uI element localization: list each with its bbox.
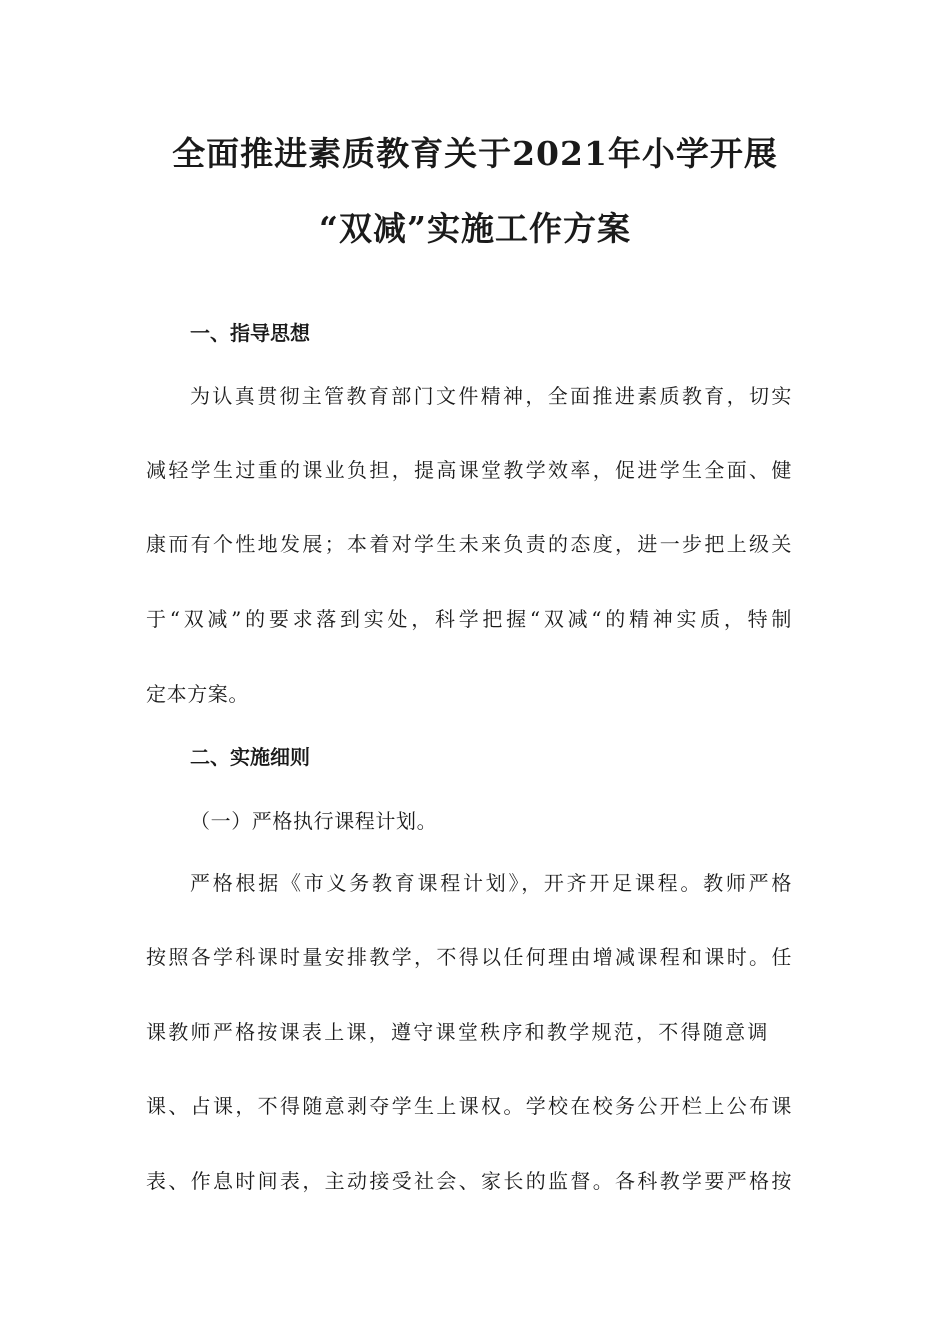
paragraph-line: 康而有个性地发展；本着对学生未来负责的态度，进一步把上级关 (146, 532, 792, 556)
paragraph-line: 于“双减”的要求落到实处，科学把握“双减“的精神实质，特制 (146, 607, 792, 631)
subsection-heading: （一）严格执行课程计划。 (190, 809, 438, 833)
document-title-line-2: “双减”实施工作方案 (319, 209, 631, 248)
paragraph-line: 严格根据《市义务教育课程计划》，开齐开足课程。教师严格 (190, 871, 792, 895)
paragraph-line: 减轻学生过重的课业负担，提高课堂教学效率，促进学生全面、健 (146, 458, 792, 482)
paragraph-line: 课教师严格按课表上课，遵守课堂秩序和教学规范，不得随意调 (146, 1020, 768, 1044)
section-heading-guiding-thought: 一、指导思想 (190, 321, 310, 345)
paragraph-line: 表、作息时间表，主动接受社会、家长的监督。各科教学要严格按 (146, 1169, 792, 1193)
paragraph-line: 为认真贯彻主管教育部门文件精神，全面推进素质教育，切实 (190, 384, 792, 408)
paragraph-line: 按照各学科课时量安排教学，不得以任何理由增减课程和课时。任 (146, 945, 792, 969)
section-heading-implementation: 二、实施细则 (190, 745, 310, 769)
paragraph-line: 定本方案。 (146, 682, 249, 706)
paragraph-line: 课、占课，不得随意剥夺学生上课权。学校在校务公开栏上公布课 (146, 1094, 792, 1118)
document-title-line-1: 全面推进素质教育关于2021年小学开展 (172, 134, 778, 173)
